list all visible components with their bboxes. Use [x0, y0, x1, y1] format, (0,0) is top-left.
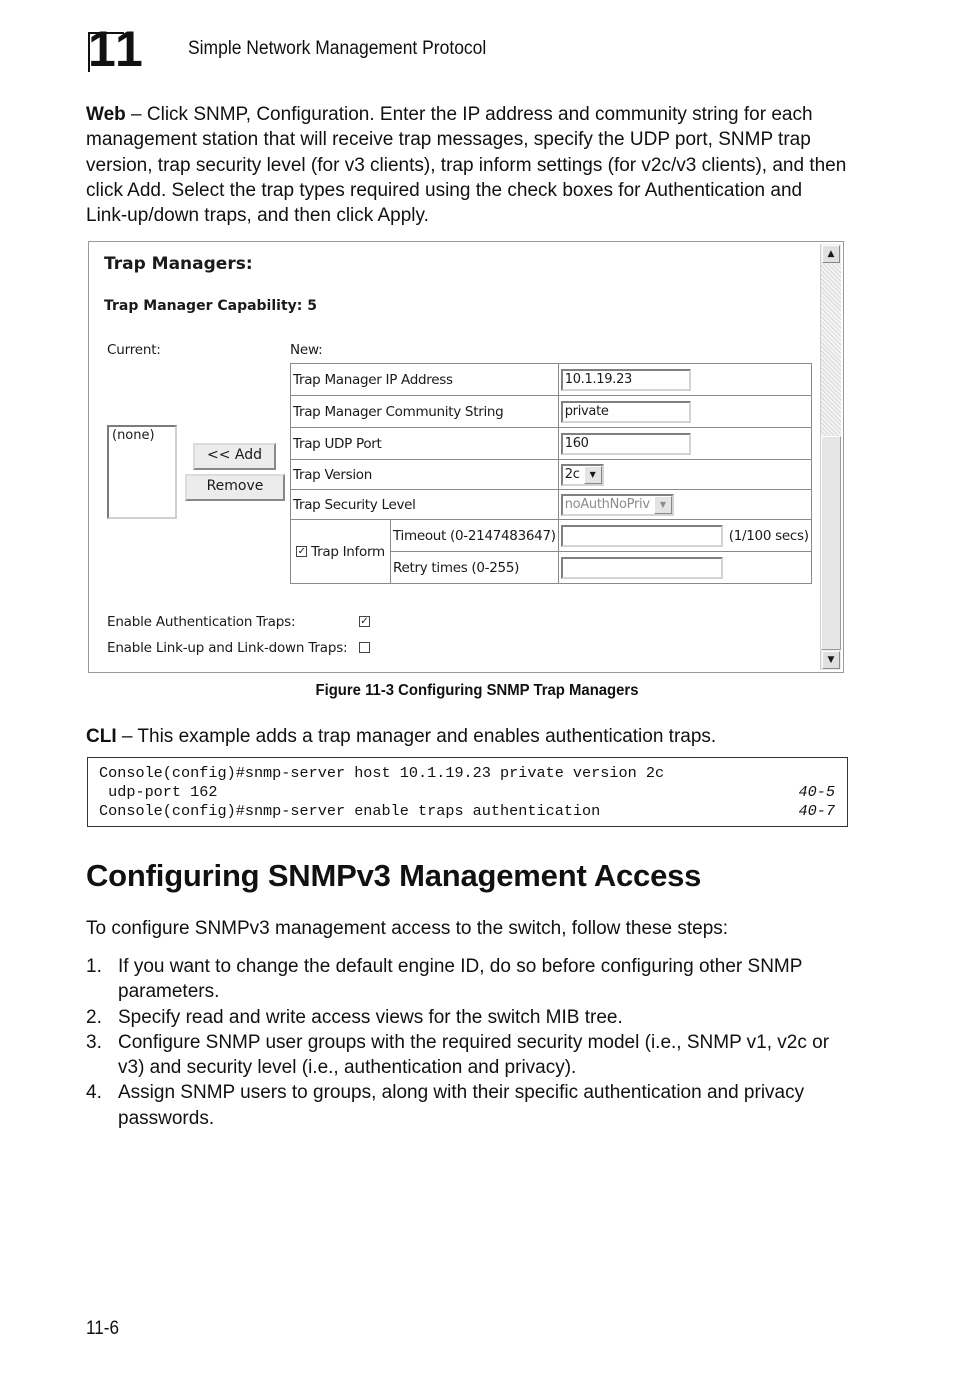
- retry-label: Retry times (0-255): [391, 552, 559, 584]
- chapter-number: 11: [88, 21, 145, 77]
- scroll-down-icon[interactable]: ▼: [822, 651, 840, 669]
- step-number: 2.: [86, 1006, 102, 1028]
- intro-text: – Click SNMP, Configuration. Enter the IP address and community string for each management station that will receive trap messages, specify the UDP port, SNMP trap version, trap security level (for v3 clients), trap inform settings (for v2c/v3 clients), and then click Add. Select the trap types required using the check boxes for Authentication and Link-up/down traps, and then click Apply.: [86, 104, 847, 227]
- vertical-scrollbar[interactable]: [820, 244, 841, 670]
- current-label: Current:: [107, 342, 161, 358]
- list-item: [86, 954, 846, 1005]
- figure-caption: Figure 11-3 Configuring SNMP Trap Managers: [315, 682, 639, 699]
- udp-port-label: Trap UDP Port: [291, 428, 559, 460]
- timeout-unit: (1/100 secs): [728, 527, 809, 544]
- auth-traps-checkbox[interactable]: [359, 616, 370, 627]
- auth-traps-label: Enable Authentication Traps:: [107, 614, 296, 630]
- trap-version-select[interactable]: [561, 464, 604, 486]
- step-number: 1.: [86, 956, 102, 977]
- page-number: 11-6: [86, 1318, 119, 1339]
- intro-paragraph: [86, 102, 848, 228]
- list-item[interactable]: (none): [112, 428, 155, 443]
- link-traps-label: Enable Link-up and Link-down Traps:: [107, 640, 348, 656]
- code-line: [99, 764, 835, 783]
- security-level-select[interactable]: [561, 494, 674, 516]
- step-number: 3.: [86, 1031, 102, 1053]
- code-command: Console(config)#snmp-server host 10.1.19.23 private version 2c: [99, 764, 665, 782]
- list-item: [86, 1080, 846, 1131]
- cli-code-block: [87, 757, 848, 827]
- step-text: Specify read and write access views for the switch MIB tree.: [118, 1006, 623, 1028]
- ip-label: Trap Manager IP Address: [291, 364, 559, 396]
- trap-manager-capability: Trap Manager Capability: 5: [104, 298, 317, 314]
- trap-version-value: 2c: [564, 467, 580, 482]
- trap-inform-cell: [291, 520, 391, 584]
- cli-text: – This example adds a trap manager and enables authentication traps.: [116, 726, 717, 747]
- timeout-label: Timeout (0-2147483647): [391, 520, 559, 552]
- code-reference: 40-5: [798, 783, 835, 801]
- code-command: udp-port 162: [99, 783, 218, 801]
- check-icon: ✓: [360, 616, 369, 627]
- step-text: Assign SNMP users to groups, along with their specific authentication and privacy passwords.: [118, 1082, 805, 1129]
- cli-paragraph: [86, 724, 848, 749]
- timeout-input[interactable]: [561, 525, 723, 547]
- step-number: 4.: [86, 1082, 102, 1104]
- cli-lead: CLI: [86, 726, 117, 747]
- section-heading: Configuring SNMPv3 Management Access: [86, 858, 702, 893]
- step-text: If you want to change the default engine ID, do so before configuring other SNMP parameters.: [118, 956, 803, 1003]
- scroll-thumb[interactable]: [821, 436, 841, 650]
- step-text: Configure SNMP user groups with the required security model (i.e., SNMP v1, v2c or v3) and security level (i.e., authentication and privacy).: [118, 1031, 830, 1079]
- chapter-title: Simple Network Management Protocol: [188, 38, 487, 59]
- add-button[interactable]: << Add: [193, 443, 276, 470]
- dropdown-arrow-icon: ▼: [584, 466, 602, 484]
- retry-input[interactable]: [561, 557, 723, 579]
- scroll-track[interactable]: [821, 264, 841, 436]
- new-label: New:: [290, 342, 323, 358]
- steps-list: [86, 954, 846, 1131]
- trap-inform-label: Trap Inform: [311, 543, 385, 560]
- intro-lead: Web: [86, 104, 126, 125]
- trap-managers-screenshot: [88, 241, 844, 673]
- code-reference: 40-7: [798, 802, 835, 820]
- community-label: Trap Manager Community String: [291, 396, 559, 428]
- code-line: [99, 802, 835, 821]
- remove-button[interactable]: Remove: [185, 474, 285, 501]
- trap-managers-title: Trap Managers:: [104, 254, 253, 274]
- udp-port-input[interactable]: 160: [561, 433, 691, 455]
- section-intro: To configure SNMPv3 management access to the switch, follow these steps:: [86, 918, 729, 939]
- dropdown-arrow-icon: ▼: [654, 496, 672, 514]
- trap-version-label: Trap Version: [291, 460, 559, 490]
- ip-address-input[interactable]: 10.1.19.23: [561, 369, 691, 391]
- list-item: [86, 1005, 846, 1030]
- scroll-up-icon[interactable]: ▲: [822, 245, 840, 263]
- link-traps-checkbox[interactable]: [359, 642, 370, 653]
- trap-manager-form: [290, 363, 812, 584]
- trap-inform-checkbox[interactable]: [296, 546, 307, 557]
- current-trap-managers-list[interactable]: [107, 425, 177, 519]
- security-level-value: noAuthNoPriv: [564, 497, 650, 512]
- code-command: Console(config)#snmp-server enable traps authentication: [99, 802, 601, 820]
- check-icon: ✓: [297, 546, 306, 557]
- list-item: [86, 1030, 846, 1081]
- security-level-label: Trap Security Level: [291, 490, 559, 520]
- community-string-input[interactable]: private: [561, 401, 691, 423]
- code-line: [99, 783, 835, 802]
